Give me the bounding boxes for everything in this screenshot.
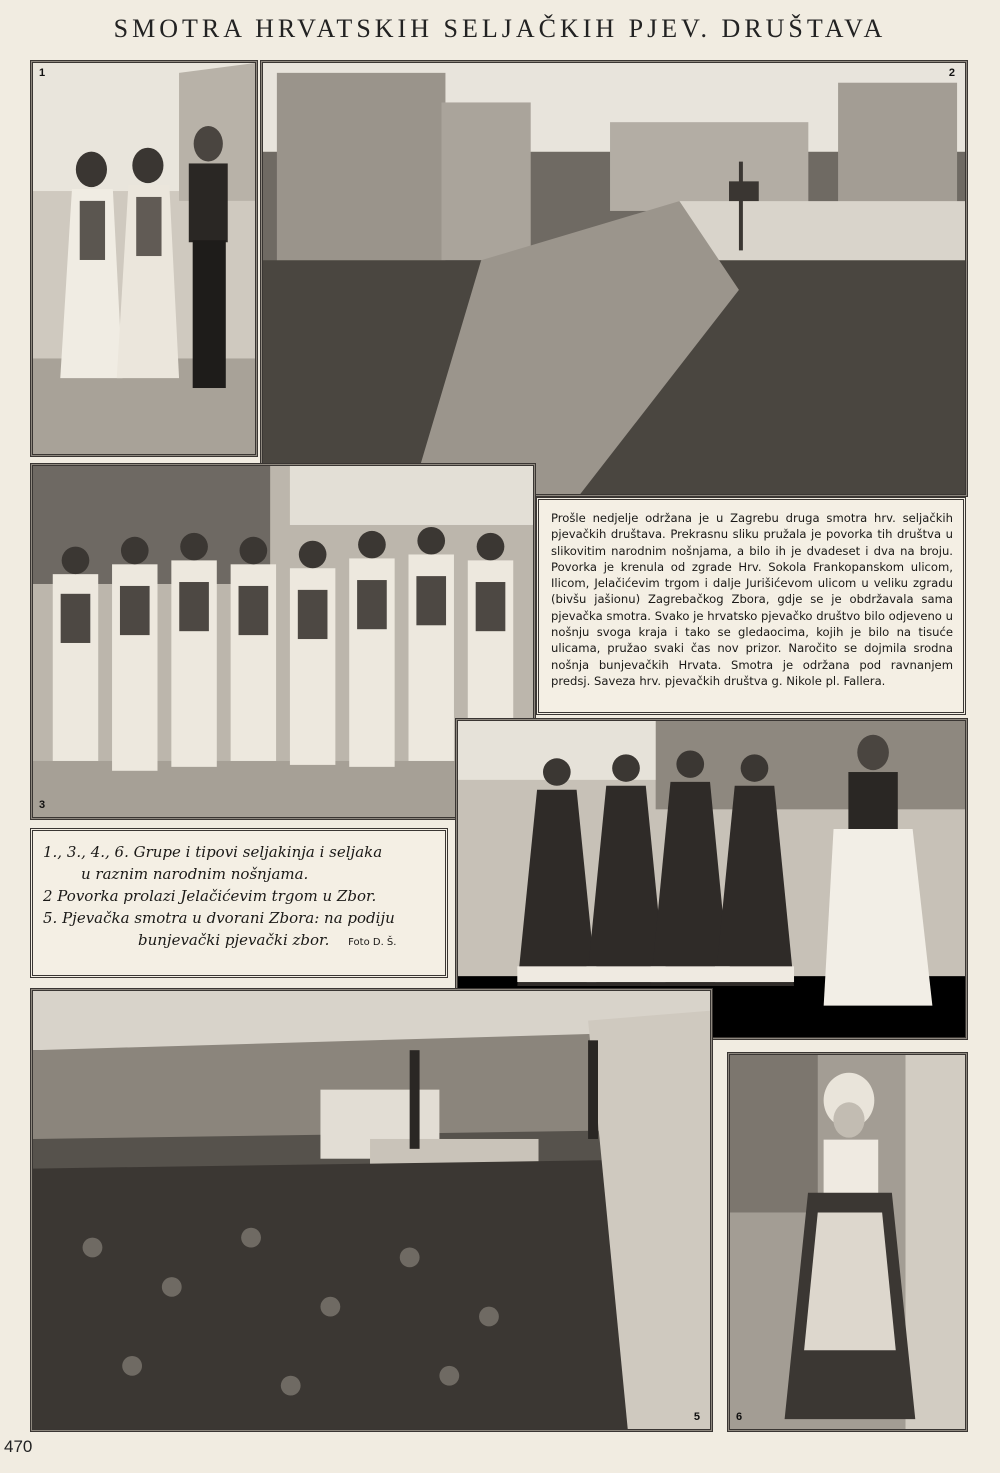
caption-line-5-wrap bbox=[43, 929, 433, 954]
photo-5-hall bbox=[30, 988, 713, 1432]
photo-2-number: 2 bbox=[948, 67, 955, 79]
photo-2-procession bbox=[260, 60, 968, 497]
caption-line-3: 2 Povorka prolazi Jelačićevim trgom u Zbor. bbox=[43, 887, 377, 905]
caption-line-4: 5. Pjevačka smotra u dvorani Zbora: na podiju bbox=[43, 909, 395, 927]
photo-3-number: 3 bbox=[39, 799, 46, 811]
caption-line-1: 1., 3., 4., 6. Grupe i tipovi seljakinja i seljaka bbox=[43, 843, 383, 861]
photo-6-image bbox=[730, 1055, 965, 1429]
caption-line-2: u raznim narodnim nošnjama. bbox=[81, 865, 309, 883]
photo-credit: Foto D. Š. bbox=[348, 937, 397, 948]
article-text: Prošle nedjelje održana je u Zagrebu druga smotra hrv. seljačkih pjevačkih društava. Prekrasnu sliku pružala je povorka tih društva u slikovitim narodnim nošnjama, a bilo ih je dvadeset i dva na broju. Povorka je krenula od zgrade Hrv. Sokola Frankopanskom ulicom, Ilicom, Jelačićevim trgom i dalje Jurišićevom ulicom u veliku zgradu (bivšu jašionu) Zagrebačkog Zbora, gdje se je obdržavala sama pjevačka smotra. Svako je hrvatsko pjevačko društvo bilo odjeveno u nošnju svoga kraja i tako se gledaocima, kojih je bilo na tisuće ulicama, pružao svaki čas nov prizor. Naročito se dojmila srodna nošnja bunjevačkih Hrvata. Smotra je održana pod ravnanjem predsj. Saveza hrv. pjevačkih društva g. Nikole pl. Fallera. bbox=[551, 511, 953, 688]
photo-6-woman bbox=[727, 1052, 968, 1432]
page-number: 470 bbox=[4, 1437, 33, 1456]
page-title: SMOTRA HRVATSKIH SELJAČKIH PJEV. DRUŠTAVA bbox=[113, 14, 887, 43]
photo-5-number: 5 bbox=[693, 1411, 700, 1423]
caption-box bbox=[30, 828, 448, 978]
article-text-box bbox=[536, 497, 966, 715]
photo-5-image bbox=[33, 991, 710, 1429]
photo-6-number: 6 bbox=[736, 1411, 743, 1423]
caption-line-5: bunjevački pjevački zbor. bbox=[138, 931, 330, 949]
photo-1-image bbox=[33, 63, 255, 454]
photo-2-image bbox=[263, 63, 965, 494]
photo-1-peasants bbox=[30, 60, 258, 457]
photo-1-number: 1 bbox=[39, 67, 46, 79]
